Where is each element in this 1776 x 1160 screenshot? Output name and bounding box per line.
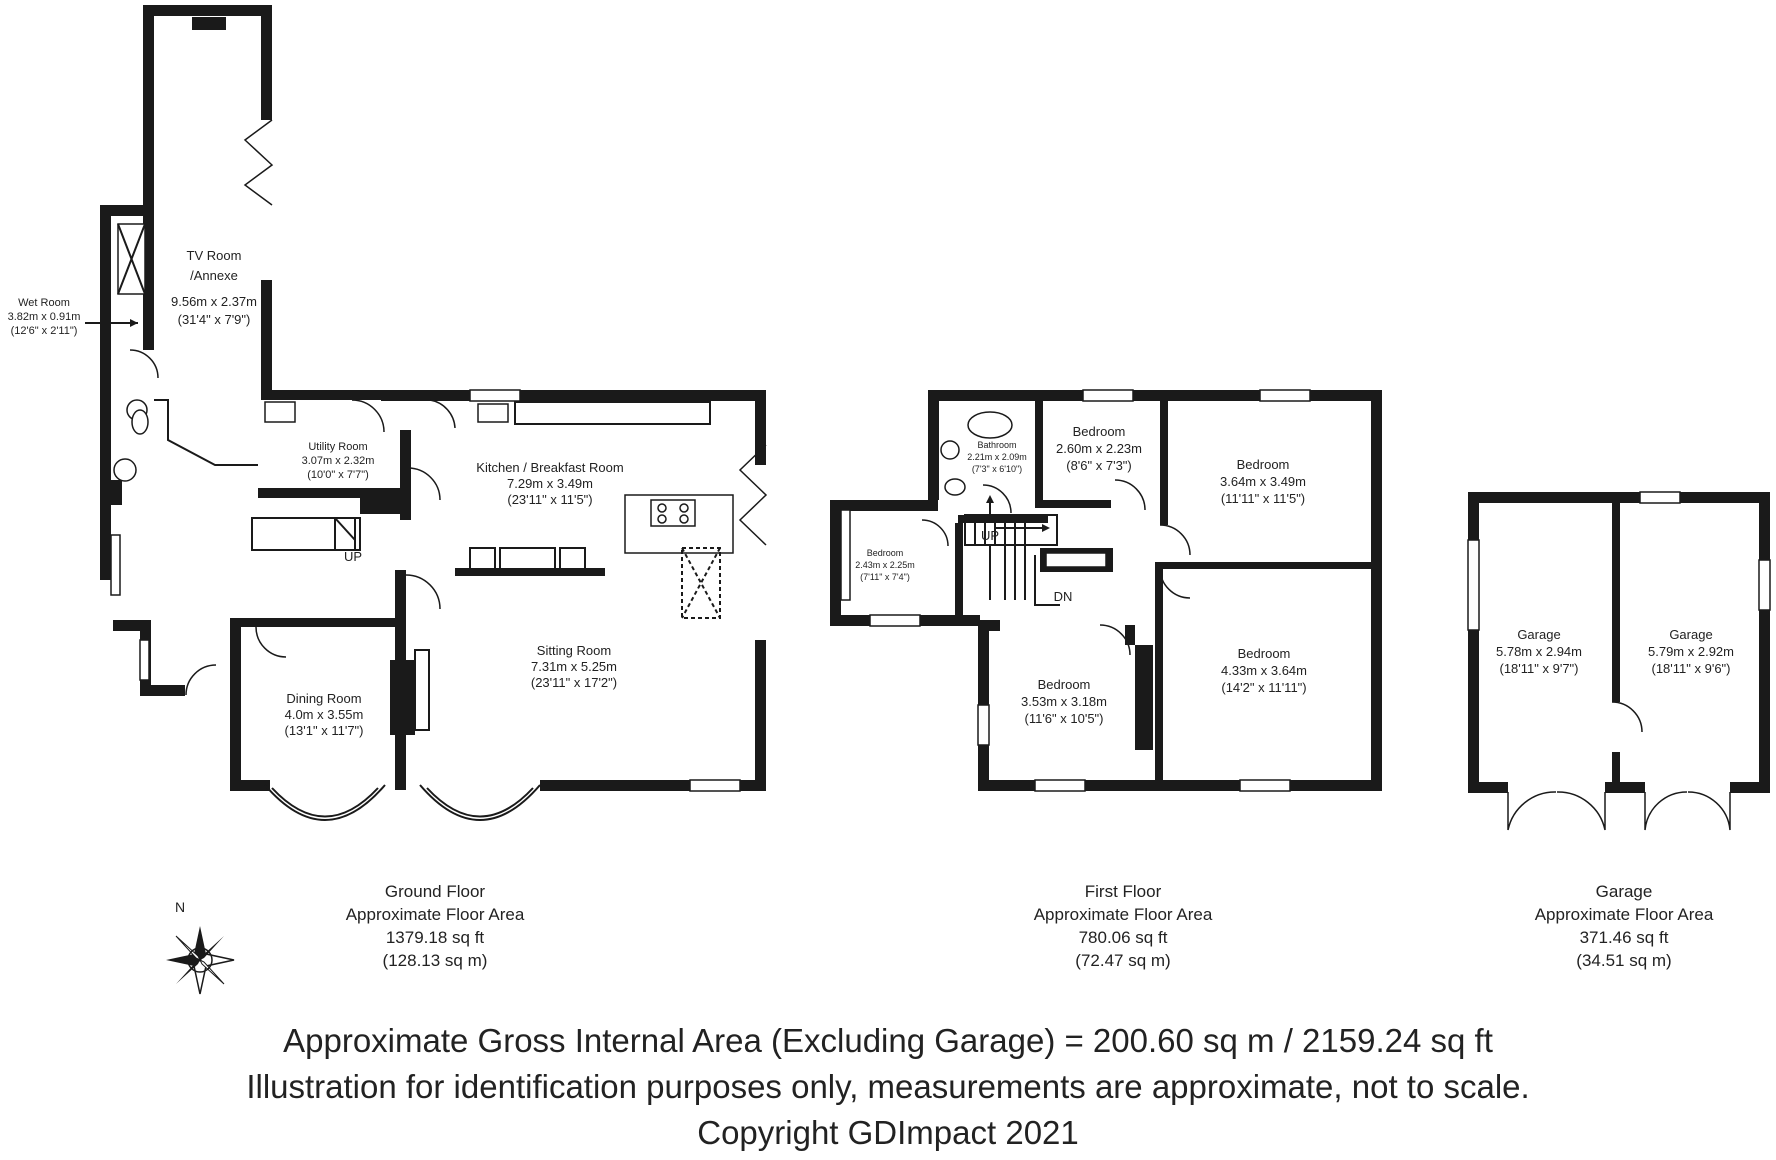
bathroom-name: Bathroom	[977, 440, 1017, 450]
bifold-door-tv-room	[245, 120, 272, 205]
toilet-icon	[945, 479, 965, 495]
bathroom-imperial: (7'3" x 6'10")	[971, 464, 1023, 474]
first-floor-dn-label: DN	[1053, 589, 1073, 604]
bedroom-se-name: Bedroom	[1237, 646, 1291, 661]
bedroom-sw-metric: 3.53m x 3.18m	[1021, 694, 1107, 709]
first-floor-sqm: (72.47 sq m)	[1075, 951, 1171, 970]
bedroom-ne-imperial: (11'11" x 11'5")	[1220, 491, 1306, 506]
rooflight	[682, 548, 720, 618]
kitchen-metric: 7.29m x 3.49m	[507, 476, 593, 491]
basin-icon	[941, 441, 959, 459]
bedroom-small-metric: 2.60m x 2.23m	[1056, 441, 1142, 456]
bedroom-sw-name: Bedroom	[1037, 677, 1091, 692]
window	[841, 510, 850, 600]
garage-1-imperial: (18'11" x 9'7")	[1499, 661, 1579, 676]
bathroom-metric: 2.21m x 2.09m	[967, 452, 1027, 462]
kitchen-name: Kitchen / Breakfast Room	[476, 460, 624, 475]
wet-room-metric: 3.82m x 0.91m	[7, 311, 81, 323]
garage-2-metric: 5.79m x 2.92m	[1648, 644, 1734, 659]
window	[1240, 780, 1290, 791]
window	[690, 780, 740, 791]
tv-room-name: TV Room	[186, 248, 242, 263]
garage-sqft: 371.46 sq ft	[1579, 928, 1669, 947]
tv-room-name-2: /Annexe	[190, 268, 238, 283]
utility-room-metric: 3.07m x 2.32m	[301, 455, 375, 467]
sink-icon	[265, 402, 295, 422]
garage-1-name: Garage	[1517, 627, 1561, 642]
garage-title: Garage	[1595, 882, 1653, 901]
bedroom-w-metric: 2.43m x 2.25m	[855, 560, 915, 570]
bedroom-w-imperial: (7'11" x 7'4")	[860, 572, 910, 582]
bedroom-ne-name: Bedroom	[1236, 457, 1290, 472]
garage-subtitle: Approximate Floor Area	[1534, 905, 1714, 924]
dining-room-name: Dining Room	[286, 691, 362, 706]
bedroom-se-metric: 4.33m x 3.64m	[1221, 663, 1307, 678]
dining-room-imperial: (13'1" x 11'7")	[284, 723, 364, 738]
window	[1260, 390, 1310, 401]
bath-icon	[968, 412, 1012, 438]
bedroom-small-imperial: (8'6" x 7'3")	[1066, 458, 1132, 473]
garage-2-name: Garage	[1669, 627, 1713, 642]
ground-floor-plan	[85, 5, 766, 820]
ground-floor-up-label: UP	[343, 549, 363, 564]
window	[1468, 540, 1479, 630]
footer-copyright: Copyright GDImpact 2021	[697, 1114, 1079, 1151]
dining-room-metric: 4.0m x 3.55m	[284, 707, 364, 722]
wet-room-name: Wet Room	[18, 297, 70, 309]
bedroom-sw-imperial: (11'6" x 10'5")	[1024, 711, 1104, 726]
window	[1083, 390, 1133, 401]
sitting-room-metric: 7.31m x 5.25m	[531, 659, 617, 674]
garage-door-1	[1508, 792, 1556, 830]
sink-icon	[478, 404, 508, 422]
first-floor-up-label: UP	[980, 528, 1000, 543]
first-floor-title: First Floor	[1084, 882, 1162, 901]
first-floor-subtitle: Approximate Floor Area	[1033, 905, 1213, 924]
chimney-breast	[1135, 645, 1153, 750]
ground-floor-title: Ground Floor	[384, 882, 486, 901]
bedroom-ne-metric: 3.64m x 3.49m	[1220, 474, 1306, 489]
tv-room-metric: 9.56m x 2.37m	[171, 294, 257, 309]
ground-floor-sqft: 1379.18 sq ft	[385, 928, 485, 947]
window	[111, 535, 120, 595]
sitting-room-name: Sitting Room	[536, 643, 612, 658]
basin-icon	[114, 459, 136, 481]
compass-rose-icon	[166, 926, 234, 994]
garage-door-2	[1645, 792, 1687, 830]
window	[470, 390, 520, 401]
garage-sqm: (34.51 sq m)	[1576, 951, 1672, 970]
window	[1759, 560, 1770, 610]
utility-room-name: Utility Room	[308, 441, 368, 453]
footer-disclaimer: Illustration for identification purposes only, measurements are approximate, not to scale.	[246, 1068, 1530, 1105]
window	[140, 640, 149, 680]
first-floor-sqft: 780.06 sq ft	[1078, 928, 1168, 947]
ground-floor-sqm: (128.13 sq m)	[382, 951, 488, 970]
kitchen-imperial: (23'11" x 11'5")	[507, 492, 593, 507]
bedroom-w-name: Bedroom	[866, 548, 904, 558]
sitting-room-imperial: (23'11" x 17'2")	[530, 675, 618, 690]
toilet-icon	[132, 410, 148, 434]
window	[978, 705, 989, 745]
fireplace	[390, 660, 415, 735]
garage-2-imperial: (18'11" x 9'6")	[1651, 661, 1731, 676]
garage-1-metric: 5.78m x 2.94m	[1496, 644, 1582, 659]
ground-floor-subtitle: Approximate Floor Area	[345, 905, 525, 924]
bedroom-se-imperial: (14'2" x 11'11")	[1221, 680, 1307, 695]
wet-room-imperial: (12'6" x 2'11")	[10, 325, 78, 337]
tv-room-imperial: (31'4" x 7'9")	[177, 312, 251, 327]
hob-icon	[651, 500, 695, 526]
window	[1035, 780, 1085, 791]
footer-area-line: Approximate Gross Internal Area (Excluding Garage) = 200.60 sq m / 2159.24 sq ft	[283, 1022, 1493, 1059]
bedroom-small-name: Bedroom	[1072, 424, 1126, 439]
compass-north-label: N	[174, 899, 186, 915]
utility-room-imperial: (10'0" x 7'7")	[307, 469, 369, 481]
window	[1640, 492, 1680, 503]
window	[870, 615, 920, 626]
